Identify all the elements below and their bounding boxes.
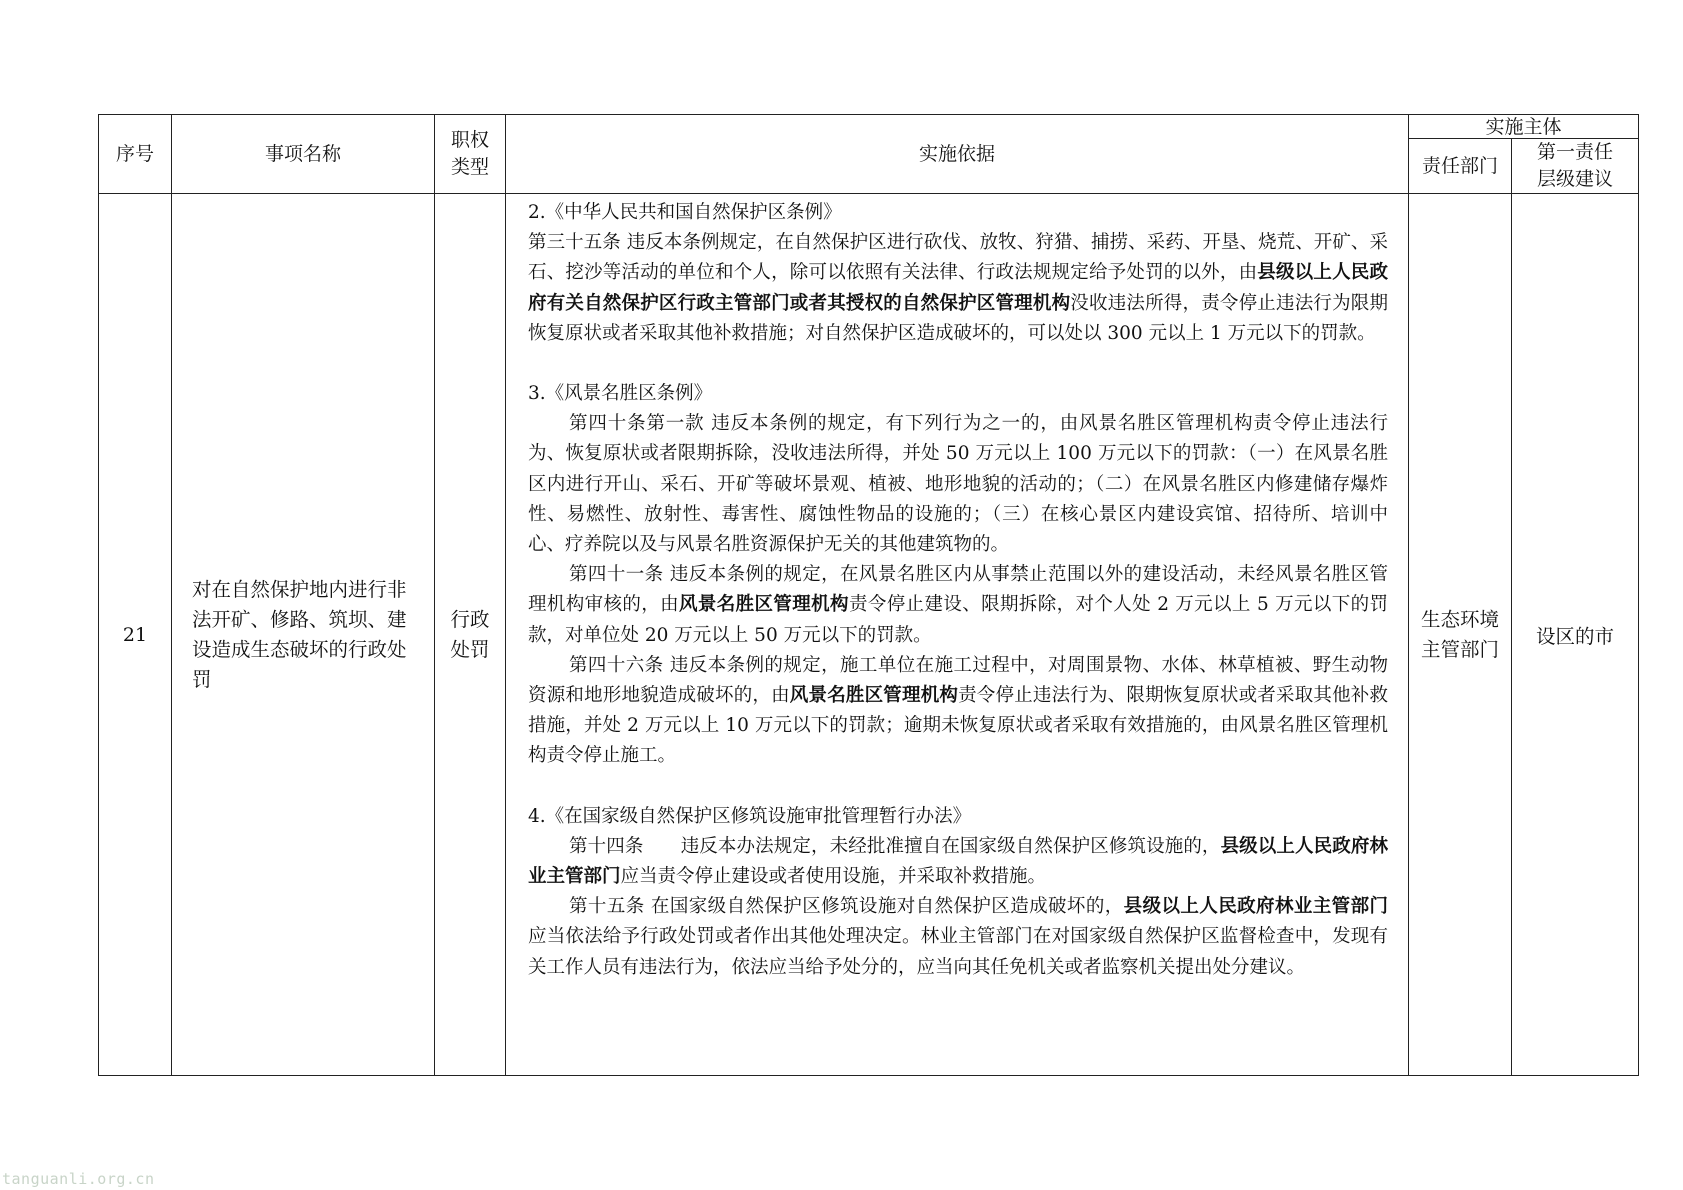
watermark-text: tanguanli.org.cn [2, 1170, 155, 1188]
basis-s2-article35: 第三十五条 违反本条例规定，在自然保护区进行砍伐、放牧、狩猎、捕捞、采药、开垦、烧荒、开矿、采石、挖沙等活动的单位和个人，除可以依照有关法律、行政法规规定给予处罚的以外，由县级以上人民政府有关自然保护区行政主管部门或者其授权的自然保护区管理机构没收违法所得，责令停止违法行为限期恢复原状或者采取其他补救措施；对自然保护区造成破坏的，可以处以 300 元以上 1 万元以下的罚款。 [528, 232, 1388, 344]
basis-s4-article14: 第十四条 违反本办法规定，未经批准擅自在国家级自然保护区修筑设施的，县级以上人民政府林业主管部门应当责令停止建设或者使用设施，并采取补救措施。 [528, 835, 1388, 888]
row-item-name: 对在自然保护地内进行非法开矿、修路、筑坝、建设造成生态破坏的行政处罚 [172, 194, 435, 1076]
enforcement-table [98, 114, 1639, 1076]
row-dept: 生态环境主管部门 [1409, 194, 1512, 1076]
basis-s3-article40: 第四十条第一款 违反本条例的规定，有下列行为之一的，由风景名胜区管理机构责令停止违法行为、恢复原状或者限期拆除，没收违法所得，并处 50 万元以上 100 万元以下的罚款：（一）在风景名胜区内进行开山、采石、开矿等破坏景观、植被、地形地貌的活动的；（二）在风景名胜区内修建储存爆炸性、易燃性、放射性、毒害性、腐蚀性物品的设施的；（三）在核心景区内建设宾馆、招待所、培训中心、疗养院以及与风景名胜资源保护无关的其他建筑物的。 [528, 413, 1388, 556]
basis-s4-title: 4.《在国家级自然保护区修筑设施审批管理暂行办法》 [528, 805, 972, 827]
header-item-name: 事项名称 [172, 115, 435, 194]
basis-s3-title: 3.《风景名胜区条例》 [528, 383, 713, 405]
header-subject: 实施主体 [1409, 115, 1639, 139]
header-level: 第一责任层级建议 [1512, 139, 1639, 194]
header-basis: 实施依据 [506, 115, 1409, 194]
basis-s2-title: 2.《中华人民共和国自然保护区条例》 [528, 202, 842, 223]
basis-s3-article46: 第四十六条 违反本条例的规定，施工单位在施工过程中，对周围景物、水体、林草植被、野生动物资源和地形地貌造成破坏的，由风景名胜区管理机构责令停止违法行为、限期恢复原状或者采取其他补救措施，并处 2 万元以上 10 万元以下的罚款；逾期未恢复原状或者采取有效措施的，由风景名胜区管理机构责令停止施工。 [528, 654, 1388, 767]
header-seq: 序号 [99, 115, 172, 194]
row-level: 设区的市 [1512, 194, 1639, 1076]
table-row [99, 194, 1639, 1076]
row-power-type: 行政处罚 [435, 194, 506, 1076]
basis-s4-article15: 第十五条 在国家级自然保护区修筑设施对自然保护区造成破坏的，县级以上人民政府林业主管部门应当依法给予行政处罚或者作出其他处理决定。林业主管部门在对国家级自然保护区监督检查中，发现有关工作人员有违法行为，依法应当给予处分的，应当向其任免机关或者监察机关提出处分建议。 [528, 896, 1388, 978]
row-seq: 21 [99, 194, 172, 1076]
header-power-type: 职权类型 [435, 115, 506, 194]
header-dept: 责任部门 [1409, 139, 1512, 194]
basis-s3-article41: 第四十一条 违反本条例的规定，在风景名胜区内从事禁止范围以外的建设活动，未经风景名胜区管理机构审核的，由风景名胜区管理机构责令停止建设、限期拆除，对个人处 2 万元以上 5 万元以下的罚款，对单位处 20 万元以上 50 万元以下的罚款。 [528, 564, 1388, 646]
row-basis [506, 194, 1409, 1076]
